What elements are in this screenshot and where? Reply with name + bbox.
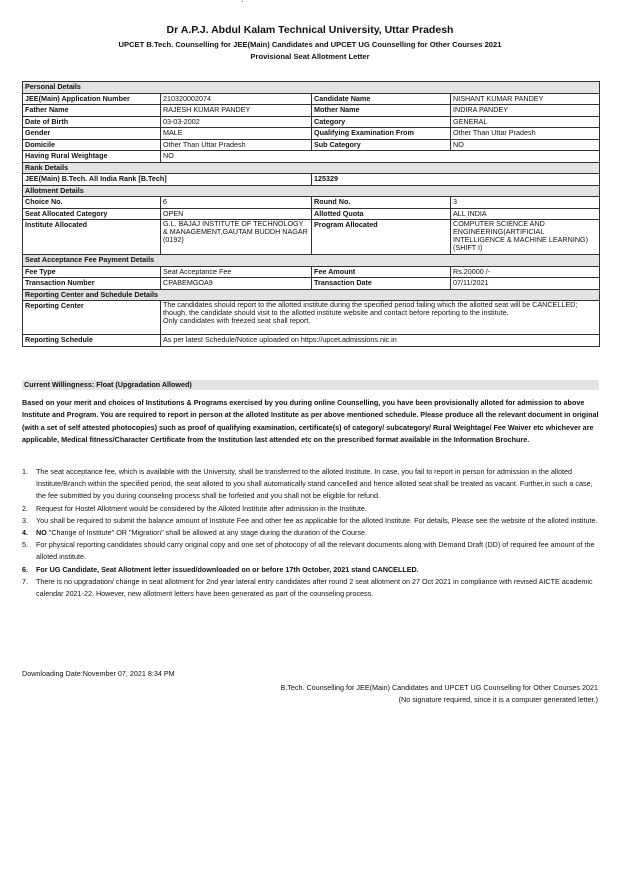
label: Seat Allocated Category bbox=[23, 208, 161, 220]
list-item bbox=[22, 503, 599, 515]
item-text: There is no upgradation/ change in seat allotment for 2nd year lateral entry candidates after round 2 seat allotment on 27 Oct 2021 in compliance with revised AICTE academic calendar 2021-22. However, new allotment letters have been generated as part of the counseling process. bbox=[36, 576, 593, 599]
item-text: For UG Candidate, Seat Allotment letter issued/downloaded on or before 17th October, 2021 stand CANCELLED. bbox=[36, 564, 419, 574]
item-number: 6. bbox=[22, 564, 28, 574]
section-fee bbox=[23, 255, 600, 267]
item-number: 7. bbox=[22, 576, 28, 586]
value: NO bbox=[451, 139, 600, 151]
label: JEE(Main) Application Number bbox=[23, 93, 161, 105]
label: Fee Type bbox=[23, 266, 161, 278]
label: Reporting Center bbox=[23, 301, 161, 335]
reporting-center-text: The candidates should report to the allotted institute during the specified period failing which the allotted seat will be CANCELLED; though, the candidate should visit to the allotted institute website and contact before reporting to the institute. bbox=[163, 300, 578, 317]
table-row bbox=[23, 93, 600, 105]
table-row bbox=[23, 174, 600, 186]
item-text: Request for Hostel Allotment would be considered by the Alloted Institute after admission in the Institute. bbox=[36, 503, 367, 513]
label: Category bbox=[312, 116, 451, 128]
section-title: Allotment Details bbox=[23, 185, 600, 197]
reporting-center-note: Only candidates with freezed seat shall report. bbox=[163, 316, 311, 325]
value: NO bbox=[161, 151, 600, 163]
table-row bbox=[23, 266, 600, 278]
value: 125329 bbox=[312, 174, 600, 186]
label: Qualifying Examination From bbox=[312, 128, 451, 140]
value bbox=[161, 301, 600, 335]
university-name: Dr A.P.J. Abdul Kalam Technical University, Uttar Pradesh bbox=[166, 24, 454, 36]
label: Mother Name bbox=[312, 105, 451, 117]
value: 07/11/2021 bbox=[451, 278, 600, 290]
item-number: 3. bbox=[22, 515, 28, 525]
table-row bbox=[23, 335, 600, 347]
table-row bbox=[23, 197, 600, 209]
list-item bbox=[22, 527, 599, 539]
item-number: 5. bbox=[22, 540, 28, 550]
label: Transaction Number bbox=[23, 278, 161, 290]
section-title: Rank Details bbox=[23, 162, 600, 174]
label: Transaction Date bbox=[312, 278, 451, 290]
notes-list bbox=[22, 466, 599, 600]
label: JEE(Main) B.Tech. All India Rank [B.Tech] bbox=[23, 174, 312, 186]
table-row bbox=[23, 139, 600, 151]
value: GENERAL bbox=[451, 116, 600, 128]
value: INDIRA PANDEY bbox=[451, 105, 600, 117]
item-text: You shall be required to submit the balance amount of Institute Fee and other fee as applicable for the alloted Institute. For details, Please see the website of the alloted institute. bbox=[36, 515, 598, 525]
label: Having Rural Weightage bbox=[23, 151, 161, 163]
section-rank bbox=[23, 162, 600, 174]
label: Domicile bbox=[23, 139, 161, 151]
value: Other Than Uttar Pradesh bbox=[451, 128, 600, 140]
intro-paragraph: Based on your merit and choices of Institutions & Programs exercised by you during online Counselling, you have been provisionally alloted for admission to above Institute and Program. You are required to report in person at the alloted Institute as per above mentioned schedule. Please produce all the relevant document in original (with a set of self attested photocopies) such as proof of qualifying examination, certificate(s) of category/ subcategory/ Rural Weightage/ Fee Waiver etc whichever are applicable, Medical fitness/Character Certificate from the Institution last attended etc on the prescribed format available in the Information Brochure. bbox=[22, 398, 599, 445]
value: RAJESH KUMAR PANDEY bbox=[161, 105, 312, 117]
table-row bbox=[23, 116, 600, 128]
value: 6 bbox=[161, 197, 312, 209]
counselling-subtitle: UPCET B.Tech. Counselling for JEE(Main) Candidates and UPCET UG Counselling for Other Courses 2021 bbox=[118, 40, 502, 49]
list-item bbox=[22, 576, 599, 600]
label: Fee Amount bbox=[312, 266, 451, 278]
value: NISHANT KUMAR PANDEY bbox=[451, 93, 600, 105]
item-text: The seat acceptance fee, which is available with the University, shall be transferred to the alloted Institute. In case, you fail to report in person for admission in the alloted Institute/Branch within the specified period, the seat alloted to you shall automatically stand cancelled and hence alloted seat shall be treated as vacant. Further,in such a case, the fee submitted by you during counseling process shall be forfeited and you shall not be eligible for refund. bbox=[36, 467, 593, 501]
table-row bbox=[23, 105, 600, 117]
value: As per latest Schedule/Notice uploaded on https://upcet.admissions.nic.in bbox=[161, 335, 600, 347]
value: Other Than Uttar Pradesh bbox=[161, 139, 312, 151]
list-item bbox=[22, 466, 599, 503]
footer-note: (No signature required, since it is a computer generated letter.) bbox=[398, 695, 598, 704]
item-text: "Change of Institute" OR "Migration" shall be allowed at any stage during the duration of the Course. bbox=[48, 528, 368, 538]
label: Gender bbox=[23, 128, 161, 140]
table-row bbox=[23, 278, 600, 290]
label: Date of Birth bbox=[23, 116, 161, 128]
table-row bbox=[23, 220, 600, 255]
section-reporting bbox=[23, 289, 600, 301]
table-row bbox=[23, 128, 600, 140]
value: 03-03-2002 bbox=[161, 116, 312, 128]
label: Candidate Name bbox=[312, 93, 451, 105]
table-row bbox=[23, 301, 600, 335]
list-item bbox=[22, 564, 599, 576]
section-personal bbox=[23, 82, 600, 94]
label: Reporting Schedule bbox=[23, 335, 161, 347]
value: Rs.20000 /- bbox=[451, 266, 600, 278]
label: Choice No. bbox=[23, 197, 161, 209]
value: 3 bbox=[451, 197, 600, 209]
section-title: Seat Acceptance Fee Payment Details bbox=[23, 255, 600, 267]
value: COMPUTER SCIENCE AND ENGINEERING(ARTIFICIAL INTELLIGENCE & MACHINE LEARNING) (SHIFT I) bbox=[451, 220, 600, 255]
section-title: Reporting Center and Schedule Details bbox=[23, 289, 600, 301]
value: Seat Acceptance Fee bbox=[161, 266, 312, 278]
section-allotment bbox=[23, 185, 600, 197]
details-table bbox=[22, 81, 600, 347]
item-number: 1. bbox=[22, 467, 28, 476]
item-number: 4. bbox=[22, 528, 28, 538]
item-number: 2. bbox=[22, 503, 28, 513]
value: ALL INDIA bbox=[451, 208, 600, 220]
label: Institute Allocated bbox=[23, 220, 161, 255]
value: 210320002074 bbox=[161, 93, 312, 105]
current-willingness: Current Willingness: Float (Upgradation Allowed) bbox=[22, 380, 599, 390]
label: Allotted Quota bbox=[312, 208, 451, 220]
section-title: Personal Details bbox=[23, 82, 600, 94]
value: OPEN bbox=[161, 208, 312, 220]
label: Program Allocated bbox=[312, 220, 451, 255]
list-item bbox=[22, 515, 599, 527]
footer-line: B.Tech. Counselling for JEE(Main) Candidates and UPCET UG Counselling for Other Courses 2021 bbox=[280, 683, 598, 692]
value: G.L. BAJAJ INSTITUTE OF TECHNOLOGY & MANAGEMENT,GAUTAM BUDDH NAGAR (0192) bbox=[161, 220, 312, 255]
label: Father Name bbox=[23, 105, 161, 117]
item-lead: NO bbox=[36, 528, 47, 538]
item-text: For physical reporting candidates should carry original copy and one set of photocopy of all the relevant documents along with Demand Draft (DD) of required fee amount of the alloted institute. bbox=[36, 540, 595, 562]
download-date: Downloading Date:November 07, 2021 8:34 PM bbox=[22, 669, 175, 678]
table-row bbox=[23, 151, 600, 163]
stray-mark: ` bbox=[241, 0, 244, 9]
table-row bbox=[23, 208, 600, 220]
letter-title: Provisional Seat Allotment Letter bbox=[250, 52, 370, 61]
label: Round No. bbox=[312, 197, 451, 209]
label: Sub Category bbox=[312, 139, 451, 151]
value: MALE bbox=[161, 128, 312, 140]
value: CPABEMGOA9 bbox=[161, 278, 312, 290]
list-item bbox=[22, 539, 599, 563]
